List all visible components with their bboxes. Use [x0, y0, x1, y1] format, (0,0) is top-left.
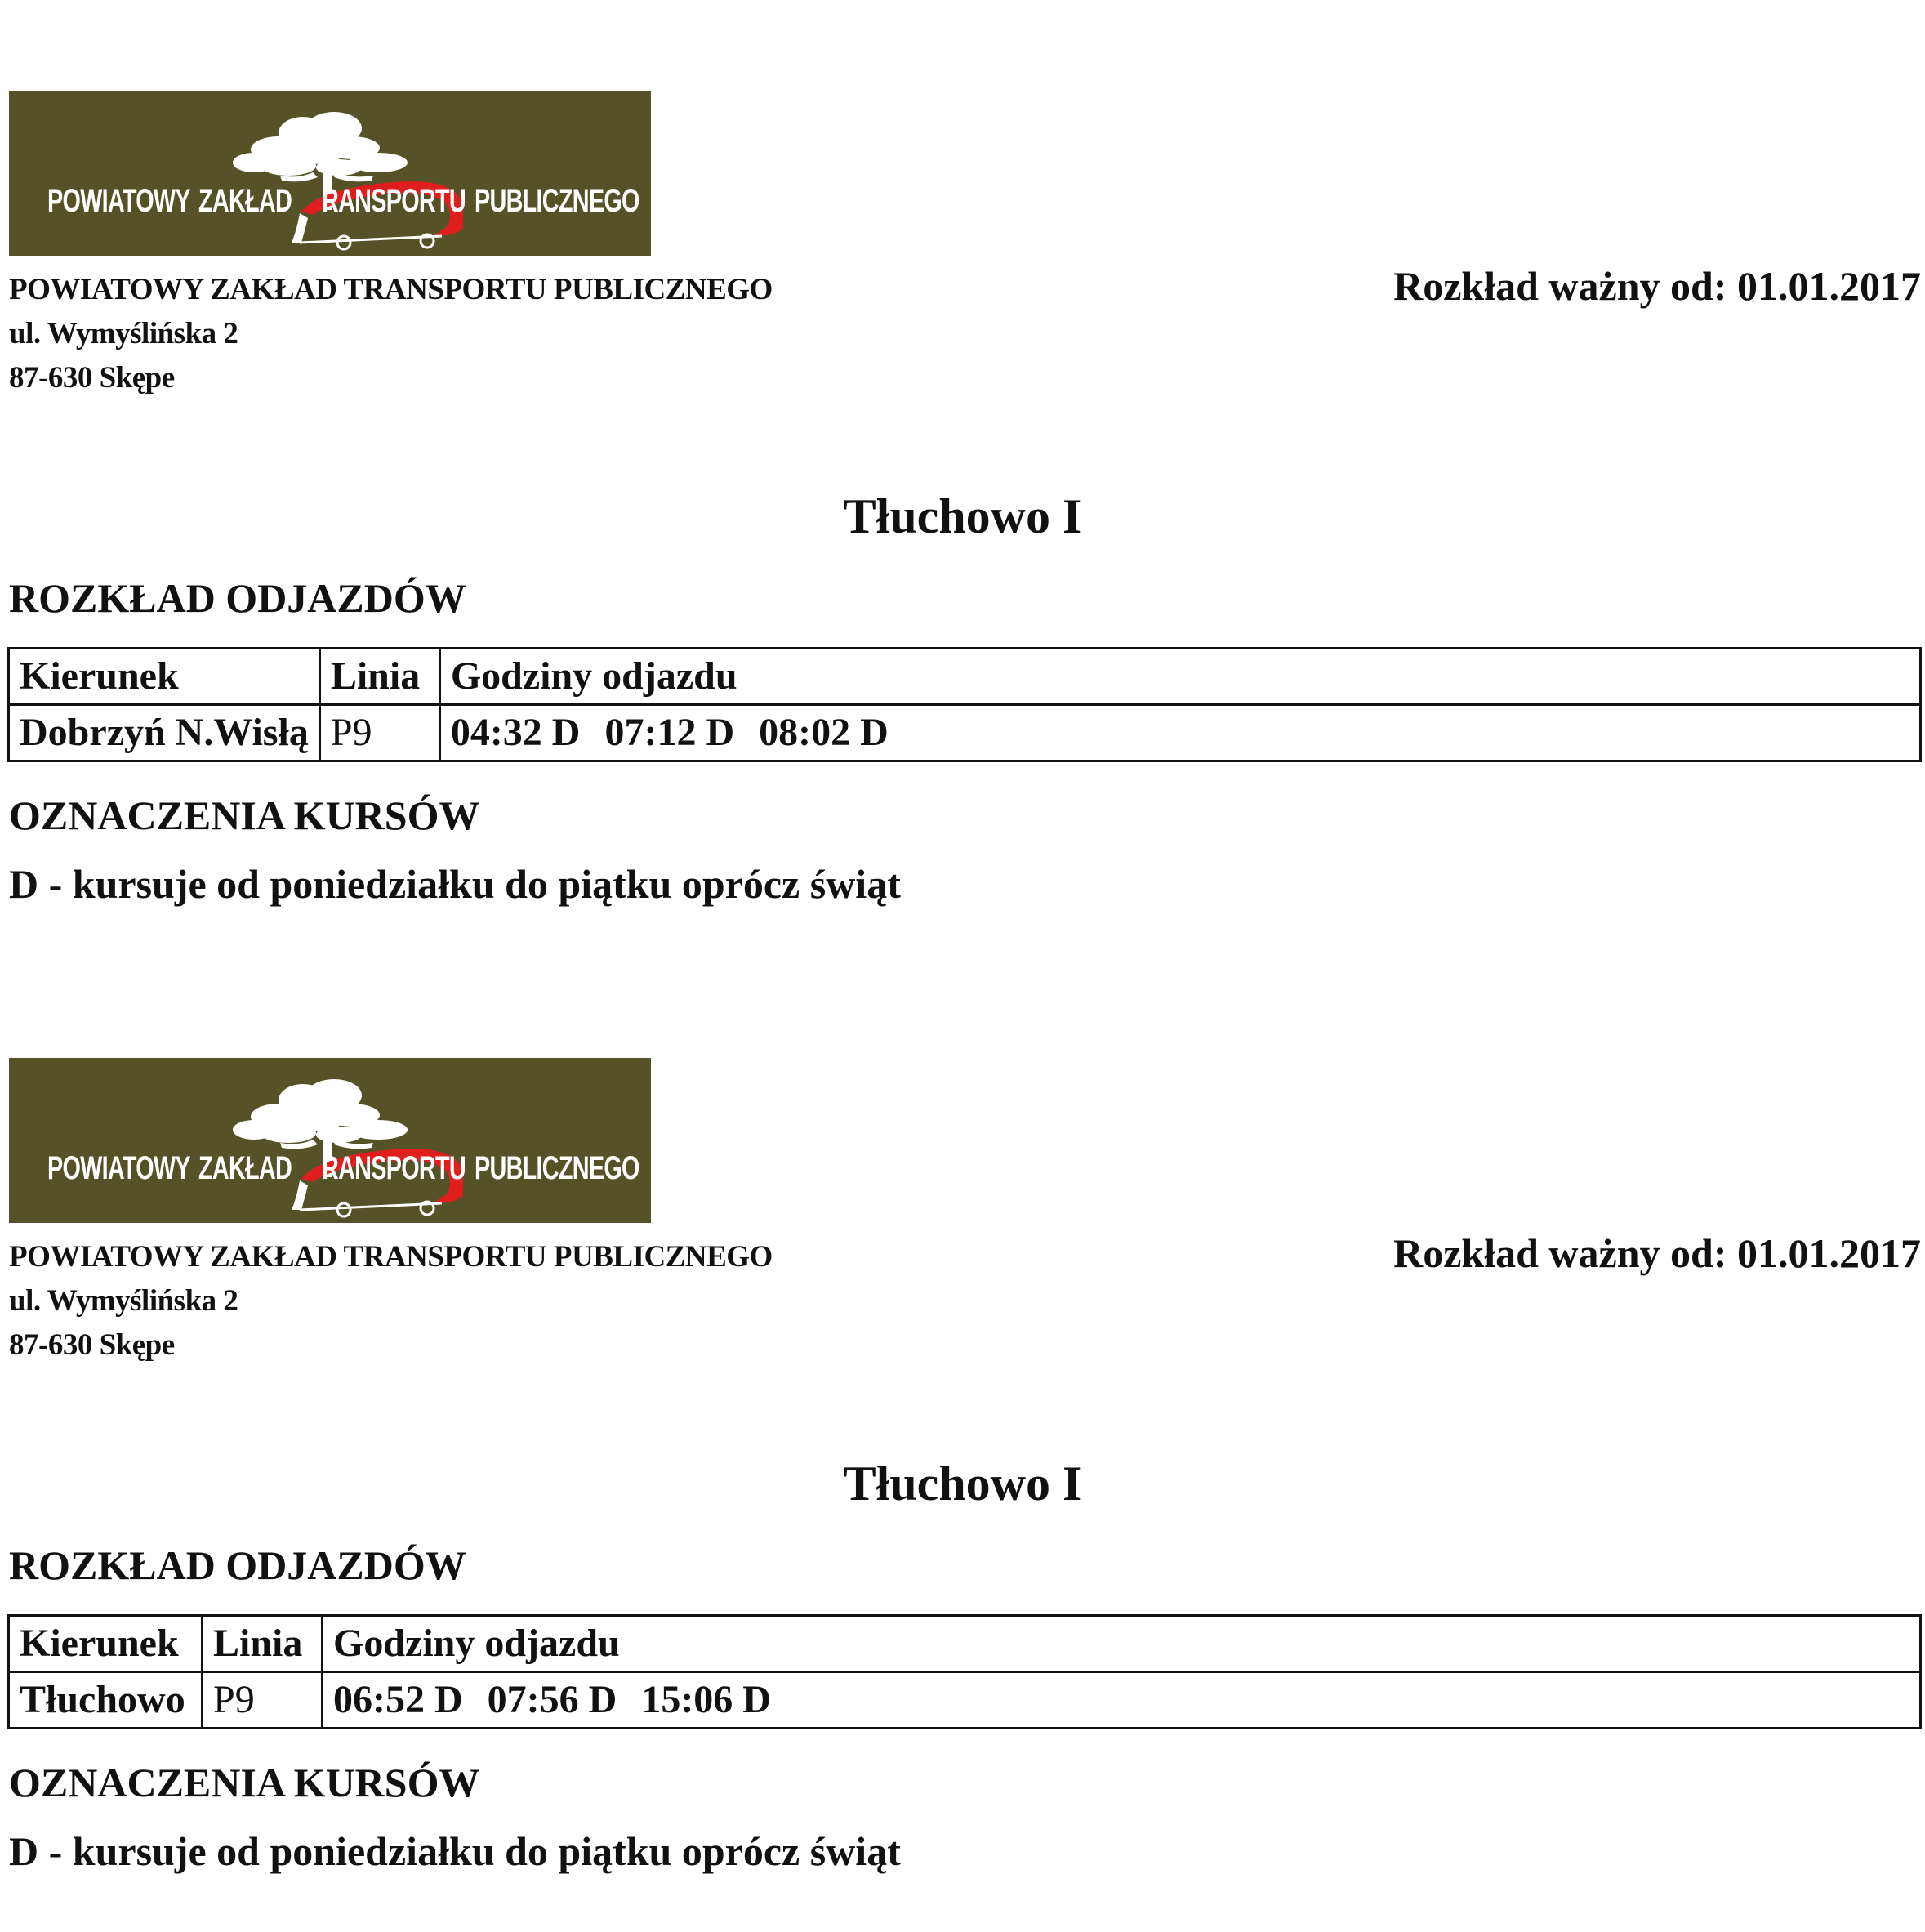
company-address [9, 1235, 773, 1368]
tree-bus-logo-icon [9, 91, 651, 256]
departure-time: 04:32 D [450, 711, 581, 754]
header-times: Godziny odjazdu [323, 1616, 1921, 1672]
departure-time: 07:56 D [487, 1678, 617, 1721]
valid-from-date: Rozkład ważny od: 01.01.2017 [1393, 263, 1921, 309]
header-line: Linia [203, 1616, 323, 1672]
company-logo [9, 1058, 651, 1223]
row-times [323, 1672, 1921, 1729]
tree-bus-logo-icon [9, 1058, 651, 1223]
departures-table [7, 647, 1922, 762]
header-line: Linia [319, 649, 439, 705]
logo-word: PUBLICZNEGO [475, 1150, 639, 1186]
schedule-title: ROZKŁAD ODJAZDÓW [9, 1542, 466, 1588]
company-logo [9, 91, 651, 256]
legend-title: OZNACZENIA KURSÓW [9, 792, 480, 838]
logo-word: POWIATOWY [47, 1150, 190, 1186]
header-direction: Kierunek [9, 1616, 203, 1672]
logo-word: POWIATOWY [47, 183, 190, 219]
row-line: P9 [203, 1672, 323, 1729]
legend-text: D - kursuje od poniedziałku do piątku oprócz świąt [9, 1828, 901, 1874]
logo-word: ZAKŁAD [198, 183, 292, 219]
company-street: ul. Wymyślińska 2 [9, 317, 238, 350]
table-row [9, 705, 1921, 761]
departure-time: 08:02 D [759, 711, 889, 754]
departures-table [7, 1614, 1922, 1729]
departure-time: 06:52 D [333, 1678, 463, 1721]
header-times: Godziny odjazdu [439, 649, 1920, 705]
departure-time: 15:06 D [641, 1678, 771, 1721]
table-row [9, 1672, 1921, 1729]
schedule-title: ROZKŁAD ODJAZDÓW [9, 575, 466, 621]
table-header-row [9, 649, 1921, 705]
valid-from-date: Rozkład ważny od: 01.01.2017 [1393, 1230, 1921, 1276]
row-direction: Dobrzyń N.Wisłą [9, 705, 320, 761]
table-header-row [9, 1616, 1921, 1672]
departure-time: 07:12 D [604, 711, 735, 754]
company-address [9, 268, 773, 400]
company-city: 87-630 Skępe [9, 1328, 175, 1362]
company-name: POWIATOWY ZAKŁAD TRANSPORTU PUBLICZNEGO [9, 1240, 773, 1274]
logo-word: RANSPORTU [322, 183, 466, 219]
stop-name: Tłuchowo I [843, 1457, 1082, 1510]
company-name: POWIATOWY ZAKŁAD TRANSPORTU PUBLICZNEGO [9, 273, 773, 306]
stop-name: Tłuchowo I [843, 489, 1082, 543]
logo-word: PUBLICZNEGO [475, 183, 639, 219]
company-city: 87-630 Skępe [9, 361, 175, 395]
header-direction: Kierunek [9, 649, 320, 705]
legend-text: D - kursuje od poniedziałku do piątku oprócz świąt [9, 861, 901, 907]
row-times [439, 705, 1920, 761]
row-line: P9 [319, 705, 439, 761]
legend-title: OZNACZENIA KURSÓW [9, 1760, 480, 1805]
row-direction: Tłuchowo [9, 1672, 203, 1729]
timetable-sheet-1 [0, 0, 1925, 965]
logo-word: ZAKŁAD [198, 1150, 292, 1186]
company-street: ul. Wymyślińska 2 [9, 1284, 238, 1318]
timetable-sheet-2 [0, 967, 1925, 1932]
logo-word: RANSPORTU [322, 1150, 466, 1186]
